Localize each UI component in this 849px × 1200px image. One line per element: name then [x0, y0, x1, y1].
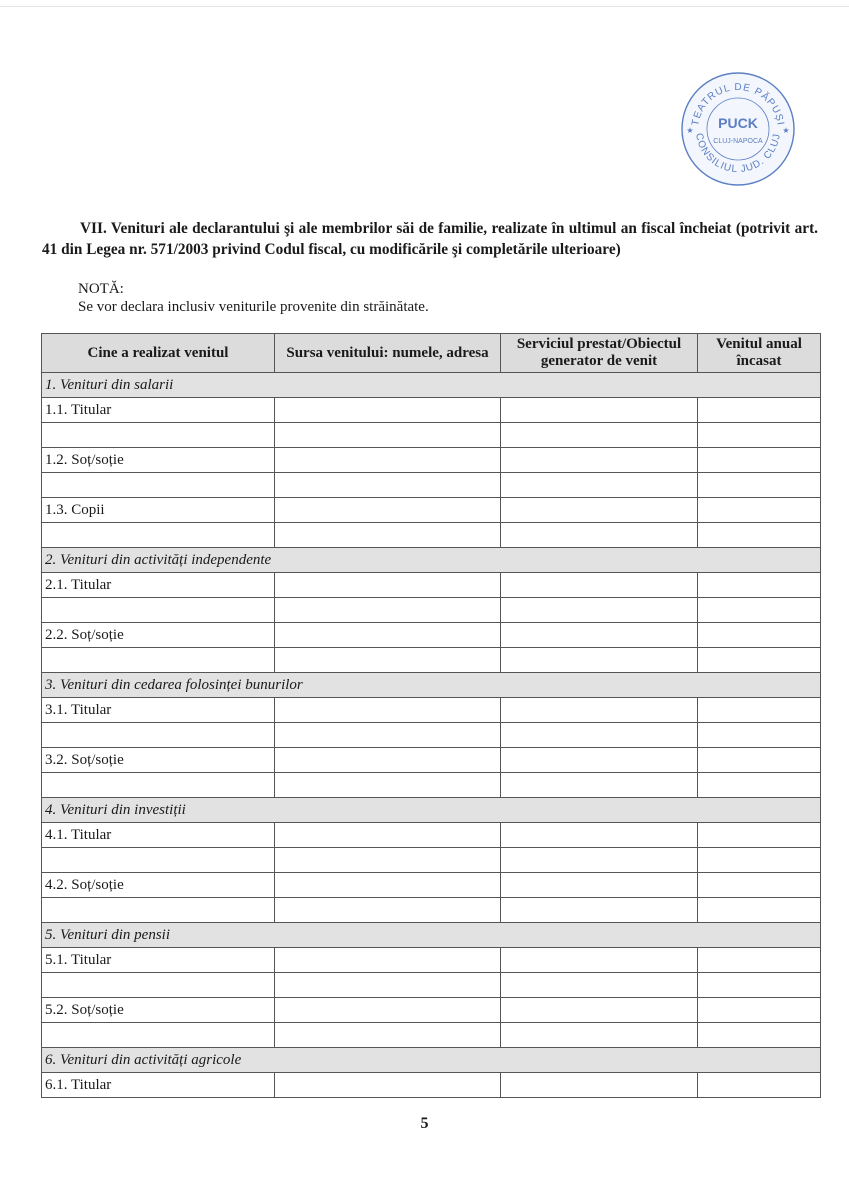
table-row: [42, 998, 821, 1023]
row-label: 1.3. Copii: [42, 498, 275, 523]
empty-cell: [275, 398, 501, 423]
empty-cell: [501, 948, 698, 973]
empty-cell: [698, 423, 821, 448]
empty-cell: [275, 973, 501, 998]
empty-cell: [501, 823, 698, 848]
empty-cell: [698, 473, 821, 498]
empty-cell: [698, 823, 821, 848]
empty-cell: [698, 498, 821, 523]
empty-cell: [501, 873, 698, 898]
empty-cell: [698, 898, 821, 923]
empty-cell: [501, 498, 698, 523]
empty-cell: [698, 948, 821, 973]
header-serviciul: Serviciul prestat/Obiectul generator de venit: [501, 334, 698, 373]
row-label: [42, 598, 275, 623]
empty-cell: [501, 598, 698, 623]
table-row: [42, 473, 821, 498]
row-label: 1.2. Soț/soție: [42, 448, 275, 473]
section-row: [42, 673, 821, 698]
empty-cell: [501, 898, 698, 923]
empty-cell: [275, 848, 501, 873]
stamp-seal: [678, 70, 798, 188]
empty-cell: [698, 1073, 821, 1098]
section-row: [42, 798, 821, 823]
empty-cell: [698, 848, 821, 873]
row-label: 6.1. Titular: [42, 1073, 275, 1098]
stamp-bottom-text: CONSILIUL JUD. CLUJ: [693, 132, 783, 176]
empty-cell: [698, 998, 821, 1023]
empty-cell: [501, 723, 698, 748]
table-header-row: [42, 334, 821, 373]
table-row: [42, 698, 821, 723]
row-label: [42, 1023, 275, 1048]
empty-cell: [698, 723, 821, 748]
empty-cell: [275, 698, 501, 723]
stamp-star-icon: ★: [686, 126, 694, 135]
row-label: [42, 773, 275, 798]
section-title: 3. Venituri din cedarea folosinței bunurilor: [42, 673, 821, 698]
empty-cell: [275, 998, 501, 1023]
row-label: [42, 523, 275, 548]
empty-cell: [501, 748, 698, 773]
table-row: [42, 1023, 821, 1048]
empty-cell: [501, 573, 698, 598]
row-label: 1.1. Titular: [42, 398, 275, 423]
empty-cell: [698, 398, 821, 423]
table-row: [42, 848, 821, 873]
row-label: 3.1. Titular: [42, 698, 275, 723]
nota-title: NOTĂ:: [78, 281, 124, 297]
section-row: [42, 923, 821, 948]
row-label: [42, 898, 275, 923]
table-row: [42, 823, 821, 848]
section-row: [42, 548, 821, 573]
row-label: 5.2. Soț/soție: [42, 998, 275, 1023]
empty-cell: [698, 973, 821, 998]
empty-cell: [275, 598, 501, 623]
table-row: [42, 423, 821, 448]
empty-cell: [698, 773, 821, 798]
header-sursa: Sursa venitului: numele, adresa: [275, 334, 501, 373]
empty-cell: [275, 948, 501, 973]
table-row: [42, 623, 821, 648]
empty-cell: [698, 698, 821, 723]
table-row: [42, 773, 821, 798]
stamp-top-text: TEATRUL DE PĂPUȘI: [690, 81, 786, 127]
row-label: 2.2. Soț/soție: [42, 623, 275, 648]
empty-cell: [501, 848, 698, 873]
empty-cell: [275, 648, 501, 673]
table-row: [42, 723, 821, 748]
empty-cell: [275, 773, 501, 798]
row-label: 4.1. Titular: [42, 823, 275, 848]
empty-cell: [275, 1073, 501, 1098]
empty-cell: [698, 873, 821, 898]
empty-cell: [501, 973, 698, 998]
top-rule: [0, 6, 849, 7]
empty-cell: [501, 1073, 698, 1098]
table-row: [42, 398, 821, 423]
empty-cell: [698, 623, 821, 648]
empty-cell: [501, 1023, 698, 1048]
empty-cell: [501, 448, 698, 473]
row-label: [42, 973, 275, 998]
table-row: [42, 948, 821, 973]
row-label: [42, 423, 275, 448]
empty-cell: [501, 398, 698, 423]
table-row: [42, 498, 821, 523]
empty-cell: [275, 748, 501, 773]
empty-cell: [275, 898, 501, 923]
income-table-body: [42, 373, 821, 1098]
row-label: [42, 473, 275, 498]
empty-cell: [698, 573, 821, 598]
table-row: [42, 448, 821, 473]
table-row: [42, 748, 821, 773]
table-row: [42, 573, 821, 598]
row-label: [42, 648, 275, 673]
section-row: [42, 373, 821, 398]
empty-cell: [275, 823, 501, 848]
section-title: 1. Venituri din salarii: [42, 373, 821, 398]
page-number: 5: [420, 1115, 429, 1132]
empty-cell: [275, 873, 501, 898]
empty-cell: [275, 723, 501, 748]
table-row: [42, 1073, 821, 1098]
empty-cell: [275, 473, 501, 498]
empty-cell: [698, 748, 821, 773]
row-label: 3.2. Soț/soție: [42, 748, 275, 773]
table-row: [42, 648, 821, 673]
table-row: [42, 973, 821, 998]
table-row: [42, 523, 821, 548]
empty-cell: [698, 523, 821, 548]
empty-cell: [698, 448, 821, 473]
section-heading: VII. Venituri ale declarantului şi ale membrilor săi de familie, realizate în ultimul an fiscal încheiat (potrivit art. 41 din Legea nr. 571/2003 privind Codul fiscal, cu modificările şi completările ulterioare): [42, 220, 818, 258]
empty-cell: [275, 448, 501, 473]
empty-cell: [275, 573, 501, 598]
empty-cell: [698, 648, 821, 673]
empty-cell: [501, 423, 698, 448]
empty-cell: [275, 1023, 501, 1048]
empty-cell: [501, 698, 698, 723]
row-label: [42, 723, 275, 748]
stamp-city-text: CLUJ-NAPOCA: [713, 138, 763, 145]
header-cine: Cine a realizat venitul: [42, 334, 275, 373]
nota-text: Se vor declara inclusiv veniturile provenite din străinătate.: [78, 299, 429, 315]
header-venitul: Venitul anual încasat: [698, 334, 821, 373]
section-title: 6. Venituri din activități agricole: [42, 1048, 821, 1073]
table-row: [42, 898, 821, 923]
stamp-center-text: PUCK: [718, 115, 758, 131]
empty-cell: [275, 523, 501, 548]
stamp-star-icon: ★: [782, 126, 790, 135]
section-row: [42, 1048, 821, 1073]
row-label: [42, 848, 275, 873]
row-label: 4.2. Soț/soție: [42, 873, 275, 898]
empty-cell: [275, 623, 501, 648]
income-table: [41, 333, 821, 1098]
row-label: 5.1. Titular: [42, 948, 275, 973]
empty-cell: [501, 473, 698, 498]
empty-cell: [501, 648, 698, 673]
table-row: [42, 873, 821, 898]
row-label: 2.1. Titular: [42, 573, 275, 598]
empty-cell: [501, 773, 698, 798]
empty-cell: [501, 998, 698, 1023]
empty-cell: [501, 523, 698, 548]
empty-cell: [698, 598, 821, 623]
empty-cell: [275, 423, 501, 448]
empty-cell: [501, 623, 698, 648]
table-row: [42, 598, 821, 623]
empty-cell: [698, 1023, 821, 1048]
section-title: 4. Venituri din investiții: [42, 798, 821, 823]
empty-cell: [275, 498, 501, 523]
section-title: 2. Venituri din activități independente: [42, 548, 821, 573]
section-title: 5. Venituri din pensii: [42, 923, 821, 948]
